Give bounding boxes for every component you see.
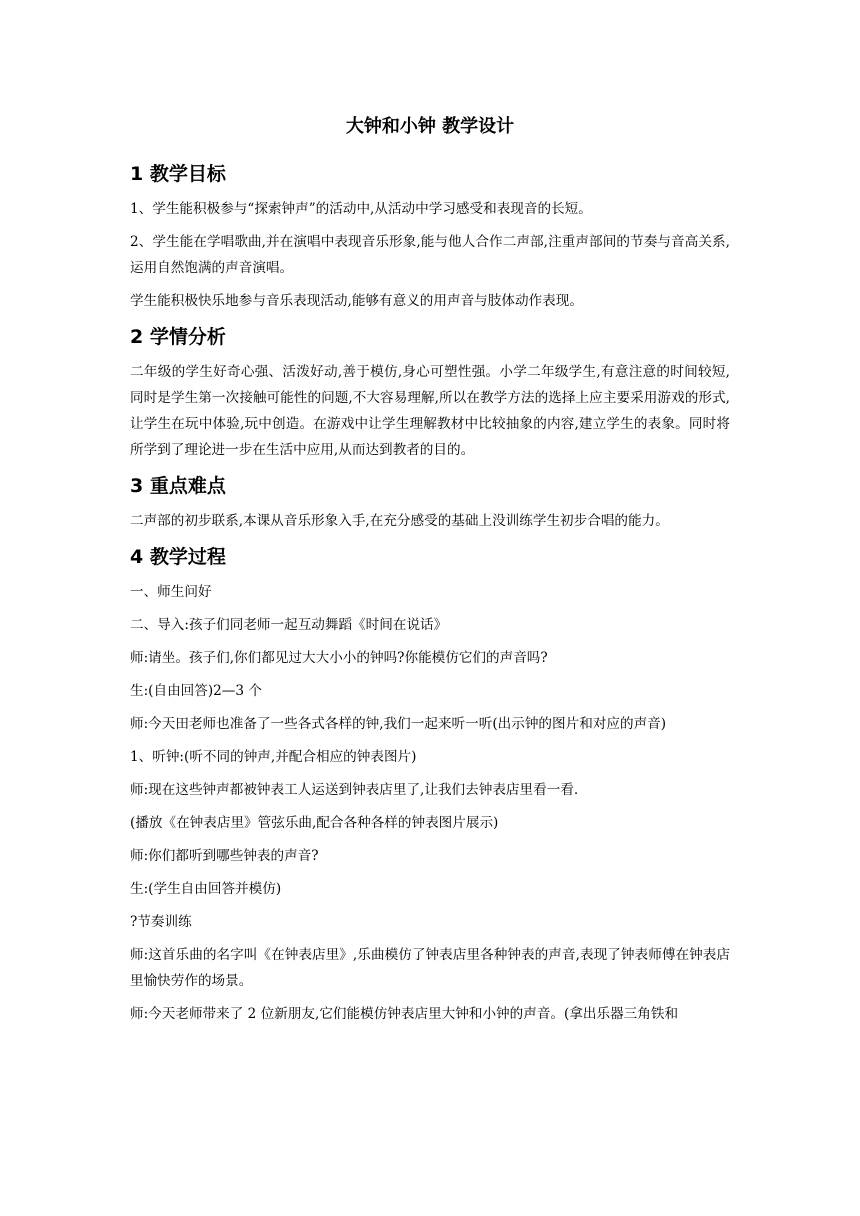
objective-paragraph-1: 1、学生能积极参与“探索钟声”的活动中,从活动中学习感受和表现音的长短。: [130, 201, 592, 217]
analysis-paragraph: 二年级的学生好奇心强、活泼好动,善于模仿,身心可塑性强。小学二年级学生,有意注意的时间较短,同时是学生第一次接触可能性的问题,不大容易理解,所以在教学方法的选择上应主要采用游戏的形式,让学生在玩中体验,玩中创造。在游戏中让学生理解教材中比较抽象的内容,建立学生的表象。同时将所学到了理论进一步在生活中应用,从而达到教者的目的。: [130, 364, 730, 458]
process-paragraph-1: 一、师生问好: [130, 584, 212, 600]
section-heading-teaching-process: 4 教学过程: [130, 546, 226, 568]
process-paragraph-13: 师:今天老师带来了 2 位新朋友,它们能模仿钟表店里大钟和小钟的声音。(拿出乐器三角铁和: [130, 1006, 679, 1022]
process-paragraph-4: 生:(自由回答)2—3 个: [130, 683, 262, 699]
process-paragraph-10: 生:(学生自由回答并模仿): [130, 881, 282, 897]
process-paragraph-12: 师:这首乐曲的名字叫《在钟表店里》,乐曲模仿了钟表店里各种钟表的声音,表现了钟表师傅在钟表店里愉快劳作的场景。: [130, 947, 730, 989]
key-points-paragraph: 二声部的初步联系,本课从音乐形象入手,在充分感受的基础上没训练学生初步合唱的能力。: [130, 513, 669, 529]
section-heading-key-points: 3 重点难点: [130, 475, 226, 497]
section-heading-objectives: 1 教学目标: [130, 163, 226, 185]
process-paragraph-7: 师:现在这些钟声都被钟表工人运送到钟表店里了,让我们去钟表店里看一看.: [130, 782, 579, 798]
process-paragraph-2: 二、导入:孩子们同老师一起互动舞蹈《时间在说话》: [130, 617, 448, 633]
document-title: 大钟和小钟 教学设计: [345, 116, 515, 137]
process-paragraph-6: 1、听钟:(听不同的钟声,并配合相应的钟表图片): [130, 749, 417, 765]
section-heading-student-analysis: 2 学情分析: [130, 326, 226, 348]
document-body: [130, 112, 730, 1034]
process-paragraph-9: 师:你们都听到哪些钟表的声音?: [130, 848, 319, 864]
objective-paragraph-2: 2、学生能在学唱歌曲,并在演唱中表现音乐形象,能与他人合作二声部,注重声部间的节奏与音高关系,运用自然饱满的声音演唱。: [130, 234, 730, 276]
process-paragraph-8: (播放《在钟表店里》管弦乐曲,配合各种各样的钟表图片展示): [130, 815, 499, 831]
process-paragraph-11: ?节奏训练: [130, 914, 192, 930]
process-paragraph-3: 师:请坐。孩子们,你们都见过大大小小的钟吗?你能模仿它们的声音吗?: [130, 650, 548, 666]
process-paragraph-5: 师:今天田老师也准备了一些各式各样的钟,我们一起来听一听(出示钟的图片和对应的声音): [130, 716, 667, 732]
objective-paragraph-3: 学生能积极快乐地参与音乐表现活动,能够有意义的用声音与肢体动作表现。: [130, 293, 583, 309]
